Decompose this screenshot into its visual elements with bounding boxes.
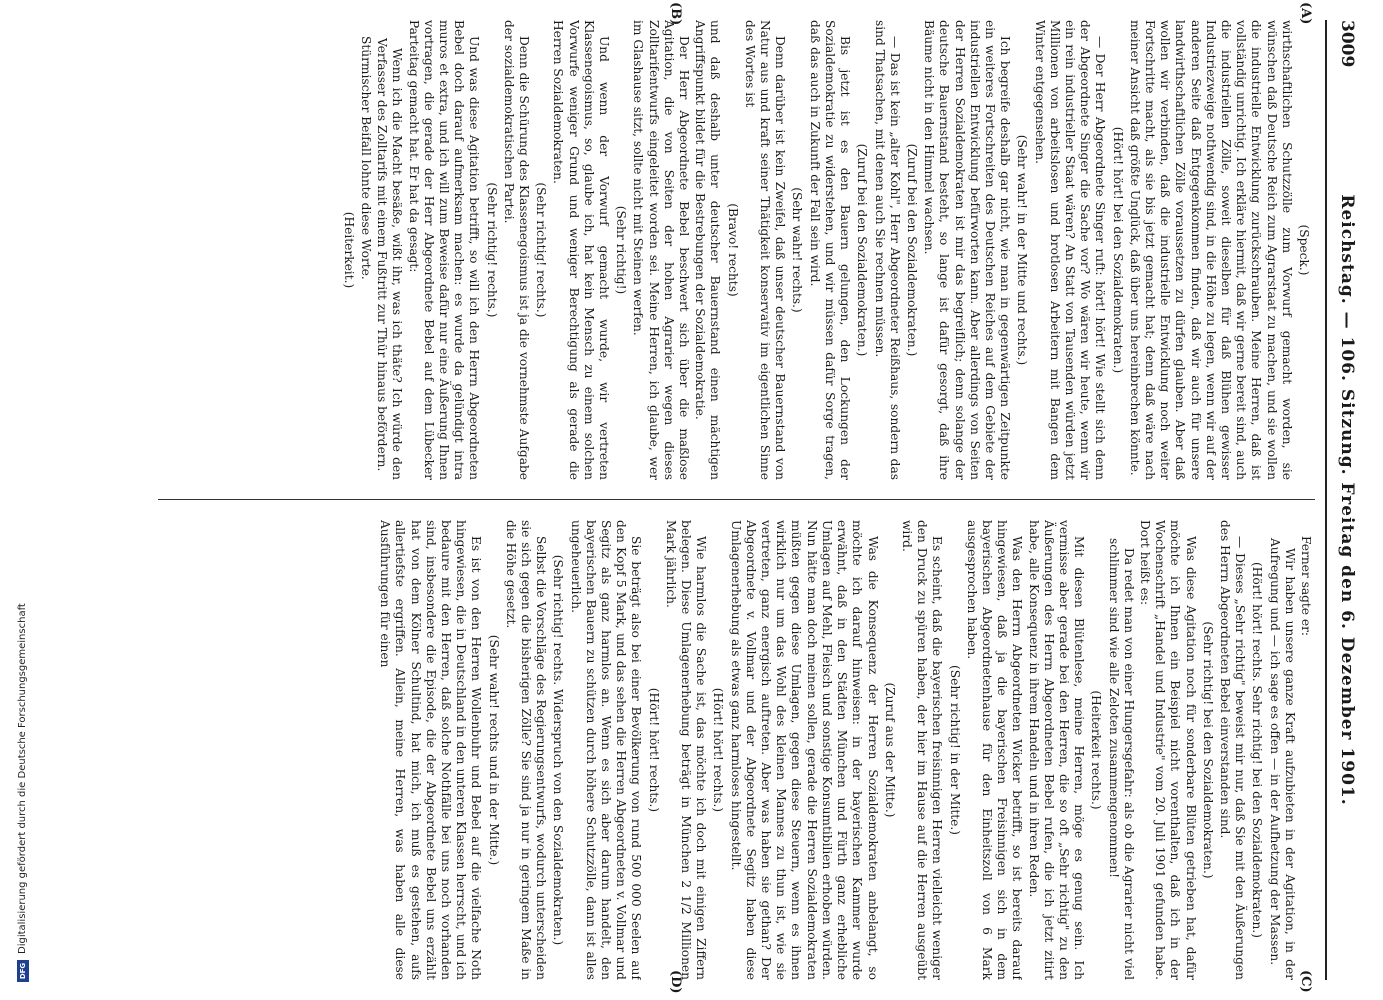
interjection: (Hört! hört! bei den Sozialdemokraten.) [1110, 126, 1125, 374]
page-frame [128, 0, 1383, 1000]
interjection: (Zuruf aus der Mitte.) [882, 682, 897, 818]
credit-line [0, 0, 45, 1000]
right-column [158, 520, 1313, 980]
running-header [1325, 20, 1363, 980]
interjection: (Hört! hört! rechts. Sehr richtig! bei den Sozialdemokraten.) [1250, 561, 1265, 939]
interjection: (Bravo! rechts) [725, 203, 740, 297]
interjection: (Sehr richtig! rechts. Widerspruch von den Sozialdemokraten.) [551, 554, 566, 946]
interjection: (Sehr wahr! rechts.) [790, 187, 805, 313]
paragraph: Stürmischer Beifall lohnte diese Worte. [359, 36, 374, 280]
paragraph: Sie beträgt also bei einer Bevölkerung von rund 500 000 Seelen auf den Kopf 5 Mark, und das sehen die Herren Abgeordneten v. Vollmar und Segitz als ganz harmlos an. Wenn es sich aber darum handelt, den bayerischen Bauern zu schützen durch höhere Schutzzölle, dann ist alles ungeheuerlich. [568, 520, 644, 980]
paragraph: Bis jetzt ist es den Bauern gelungen, den Lockungen der Sozialdemokratie zu widerstehen, und wir müssen dafür Sorge tragen, daß das auch in Zukunft der Fall sein wird. [807, 20, 853, 480]
paragraph: Und wenn der Vorwurf gemacht wurde, wir vertreten Klassenegoismus, so, glaube ich, hat kein Mensch zu einem solchen Vorwurfe weniger Grund und weniger Berechtigung als gerade die Herren Sozialdemokraten. [551, 20, 612, 480]
interjection: (Sehr wahr! rechts und in der Mitte.) [486, 634, 501, 866]
interjection: (Heiterkeit rechts.) [1089, 690, 1104, 810]
paragraph: — Der Herr Abgeordnete Singer ruft: hört! hört! Wie stellt sich denn der Abgeordnete Singer die Sache vor? Wo wären wir heute, wenn wir ein rein industrieller Staat wären? An Statt von Tausenden würden jetzt Millionen von arbeitslosen und brotlosen Arbeitern mit Bangen dem Winter entgegensehen. [1032, 20, 1108, 480]
margin-letter-c: (C) [1298, 970, 1313, 993]
interjection: (Heiterkeit.) [341, 211, 356, 289]
paragraph: Ich begreife deshalb gar nicht, wie man in gegenwärtigen Zeitpunkte ein weiteres Fortschreiten des Deutschen Reiches auf dem Gebiete der industriellen Entwicklung befürworten kann. Aber allerdings von Seiten der Herren Sozialdemokraten ist mir das begreiflich; denn solange der deutsche Bauernstand besteht, so lange ist dafür gesorgt, daß ihre Bäume nicht in den Himmel wachsen. [922, 20, 1013, 480]
left-column [158, 20, 1313, 480]
page-number: 3009 [1337, 20, 1357, 68]
interjection: (Sehr wahr! in der Mitte und rechts.) [1015, 134, 1030, 366]
interjection: (Sehr richtig! rechts.) [484, 182, 499, 318]
paragraph: Was den Herrn Abgeordneten Wicker betrifft, so ist bereits darauf hingewiesen, daß ja die bayerischen Freisinnigen sich in dem bayerischen Abgeordnetenhause für den Einheitszoll von 6 Mark ausgesprochen haben. [964, 520, 1025, 980]
quotation: Da redet man von einer Hungersgefahr: als ob die Agrarier nicht viel schlimmer sind wie alle Zeloten zusammengenommen! [1106, 538, 1136, 980]
margin-letter-d: (D) [668, 970, 683, 994]
interjection: (Sehr richtig!) [614, 205, 629, 295]
paragraph: Denn die Schürung des Klassenegoismus ist ja die vornehmste Aufgabe der sozialdemokratischen Partei. [501, 20, 532, 480]
speaker-name: (Speck.) [1297, 224, 1311, 276]
paragraph: Der Herr Abgeordnete Bebel beschwert sich über die maßlose Agitation, die von Seiten der hohen Agrarier wegen dieses Zolltarifentwurfs eingeleitet worden sei. Meine Herren, ich glaube, wer im Glashause sitzt, sollte nicht mit Steinen werfen. [631, 20, 692, 480]
header-title: Reichstag. — 106. Sitzung. Freitag den 6. Dezember 1901. [1337, 194, 1357, 806]
interjection: (Zuruf bei den Sozialdemokraten.) [855, 143, 870, 357]
quotation: Wir haben unsere ganze Kraft aufzubieten in der Agitation, in der Aufregung und — ich sage es offen — in der Aufhetzung der Massen. [1267, 538, 1297, 980]
scanned-page [45, 0, 1383, 1000]
interjection: (Sehr richtig! bei den Sozialdemokraten.) [1200, 621, 1215, 879]
dfg-logo-icon: DFG [17, 960, 29, 982]
interjection: (Hört! hört! rechts.) [646, 687, 661, 813]
paragraph: Wie harmlos die Sache ist, das möchte ich doch mit einigen Ziffern belegen. Diese Umlagenerhebung beträgt in München 2 1/2 Millionen Mark jährlich. [663, 520, 709, 980]
quotation: Wenn ich die Macht besäße, wißt ihr, was ich thäte? Ich würde den Verfasser des Zolltarifs mit einem Fußtritt zur Thür hinaus befördern. [375, 38, 405, 480]
paragraph: Was die Konsequenz der Herren Sozialdemokraten anbelangt, so möchte ich darauf hinweisen: in der bayerischen Kammer wurde erwähnt, daß in den Städten München und Fürth ganz erhebliche Umlagen auf Mehl, Fleisch und sonstige Konsumtibilien erhoben würden. Nun hätte man doch meinen sollen, gerade die Herren Sozialdemokraten müßten gegen diese Umlagen, gegen diese Steuern, wenn es ihnen wirklich nur um das Wohl des kleinen Mannes zu thun ist, wie sie vertreten, ganz energisch auftreten. Aber was haben sie gethan? Der Abgeordnete v. Vollmar und der Abgeordnete Segitz haben diese Umlagenerhebung als etwas ganz harmloses hingestellt. [728, 520, 880, 980]
paragraph: Es scheint, daß die bayerischen freisinnigen Herren vielleicht weniger den Druck zu spüren haben, der hier im Hause auf die Herren ausgeübt wird. [899, 520, 945, 980]
paragraph: wirthschaftlichen Schutzzölle zum Vorwurf gemacht worden, sie wünschen daß Deutsche Reich zum Agrarstaat zu machen, und sie wollen die industrielle Entwicklung zurückschrauben. Meine Herren, daß ist vollständig unrichtig. Ich erkläre hiermit, daß wir gerne bereit sind, auch die industriellen Zölle, soweit dieselben für daß Blühen gewisser Industriezweige nothwendig sind, in die Höhe zu legen, wenn wir auf der anderen Seite daß Entgegenkommen finden, daß wir auch für unsere landwirthschaftlichen Zölle voraussetzen zu dürfen glauben. Aber daß wollen wir verbinden, daß die industrielle Entwicklung noch weiter Fortschritte macht, als sie bis jetzt gemacht hat; denn daß wäre nach meiner Ansicht daß größte Unglück, daß über uns hereinbrechen könnte. [1127, 20, 1294, 480]
paragraph: Ferner sagte er: [1299, 536, 1313, 637]
paragraph: Es ist von den Herren Wollenbuhr und Bebel auf die vielfache Noth hingewiesen, die in Deutschland in den unteren Klassen herrscht, und ich bedaure mit den Herren, daß solche Nothfälle bei uns noch vorhanden sind, insbesondere die Episode, die der Abgeordnete Bebel uns erzählt hat von dem Kölner Schultind, hat mich, ich muß es gestehen, aufs allertiefste ergriffen. Allein, meine Herren, was haben alle diese Ausführungen für einen [378, 520, 484, 980]
paragraph: Und was diese Agitation betrifft, so will ich den Herrn Abgeordneten Bebel doch darauf aufmerksam machen: es wurde da gelündigt intra muros et extra, und ich will zum Beweise dafür nur eine Äußerung Ihnen vortragen, die gerade der Herr Abgeordnete Bebel auf dem Lübecker Parteitag gemacht hat. Er hat da gesagt: [406, 20, 482, 480]
digitization-footer [0, 0, 45, 1000]
paragraph: Mit diesen Blütenlese, meine Herren, möge es genug sein. Ich vermisse aber gerade bei den Herren, die so oft „Sehr richtig" zu den Äußerungen des Herrn Abgeordneten Bebel rufen, die ich jetzt zitirt habe, alle Konsequenz in ihrem Handeln und in ihren Reden. [1026, 520, 1087, 980]
margin-letter-a: (A) [1298, 2, 1313, 25]
margin-letter-b: (B) [668, 2, 683, 26]
paragraph: — Das ist kein „alter Kohl", Herr Abgeordneter Reißhaus, sondern das sind Thatsachen, mit denen auch Sie rechnen müssen. [872, 20, 902, 480]
paragraph: und daß deshalb unter deutscher Bauernstand einen mächtigen Angriffspunkt bildet für die Bestrebungen der Sozialdemokratie. [693, 20, 723, 480]
paragraph: — Dieses „Sehr richtig" beweist mir nur, daß Sie mit den Äußerungen des Herrn Abgeordneten Bebel einverstanden sind. [1217, 520, 1248, 980]
column-divider [158, 499, 1315, 500]
interjection: (Sehr richtig! in der Mitte.) [947, 665, 962, 835]
paragraph: Was diese Agitation noch für sonderbare Blüten getrieben hat, dafür möchte ich Ihnen ein Beispiel nicht vorenthalten, daß ich in der Wochenschrift „Handel und Industrie" vom 20. Juli 1901 gefunden habe. Dort heißt es: [1137, 520, 1198, 980]
paragraph: Denn darüber ist kein Zweifel, daß unser deutscher Bauernstand von Natur aus und kraft seiner Thätigkeit konservativ im eigentlichen Sinne des Wortes ist [742, 20, 788, 480]
paragraph: Selbst die Vorschläge des Regierungsentwurfs, wodurch unterscheiden sie sich gegen die bisherigen Zölle? Sie sind ja nur in geringem Maße in die Höhe gesetzt. [503, 520, 549, 980]
credit-text: Digitalisierung gefördert durch die Deutsche Forschungsgemeinschaft [17, 603, 28, 954]
interjection: (Zuruf bei den Sozialdemokraten.) [904, 143, 919, 357]
interjection: (Sehr richtig! rechts.) [534, 182, 549, 318]
interjection: (Hört! hört! rechts.) [711, 687, 726, 813]
